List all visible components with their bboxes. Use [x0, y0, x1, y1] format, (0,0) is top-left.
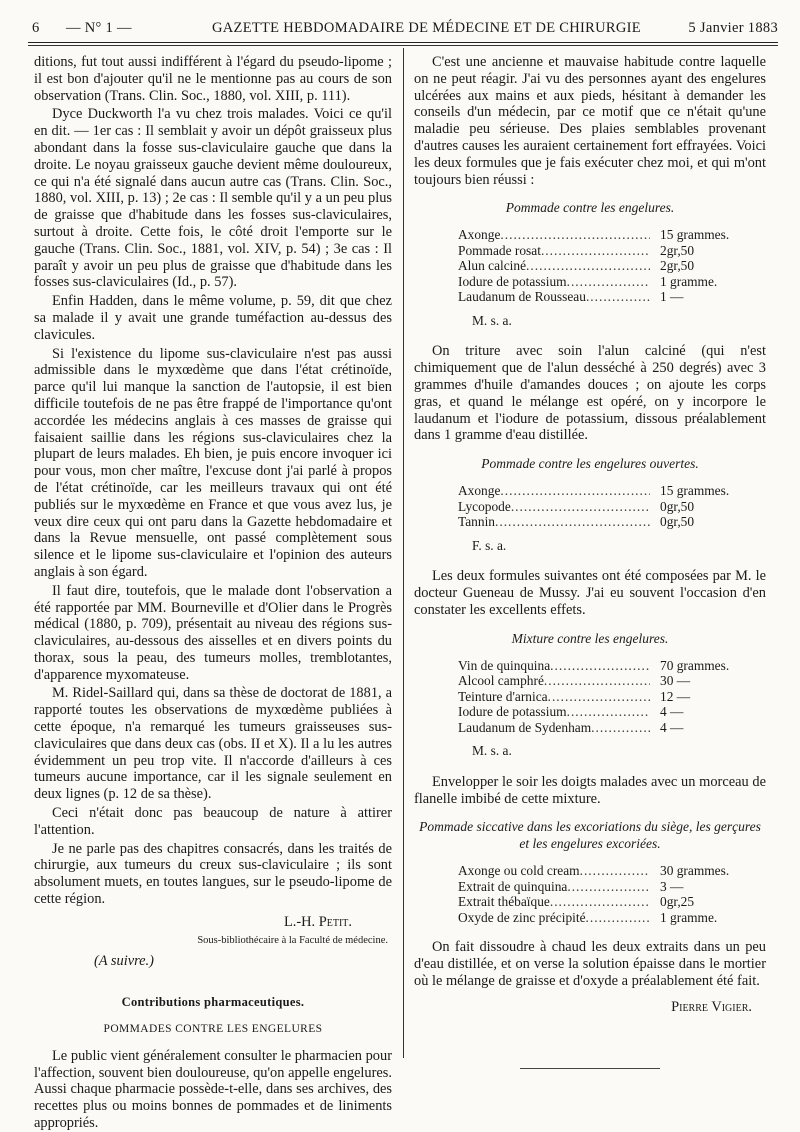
paragraph: Envelopper le soir les doigts malades avec un morceau de flanelle imbibé de cette mixture.	[414, 773, 766, 807]
leader-dots	[591, 720, 650, 736]
paragraph: C'est une ancienne et mauvaise habitude contre laquelle on ne peut réagir. J'ai vu des personnes ayant des engelures ulcérées aux mains et aux pieds, hésitant à demander les conseils d'un médecin, par ce motif que ce n'était qu'une maladie peu sérieuse. Des plaies semblables provenant d'autres causes les auraient certainement fort effrayées. Voici les deux formules que je fais exécuter chez moi, et qui m'ont toujours bien réussi :	[414, 54, 766, 188]
recipe-row	[458, 227, 766, 243]
recipe-note: M. s. a.	[472, 743, 512, 759]
paragraph: Je ne parle pas des chapitres consacrés, dans les traités de chirurgie, aux tumeurs du creux sus-claviculaire ; ils sont absolument muets, en toutes langues, sur le pseudo-lipome de cette région.	[34, 840, 392, 908]
leader-dots	[550, 658, 650, 674]
to-be-continued: (A suivre.)	[94, 953, 154, 970]
ingredient-name: Vin de quinquina	[458, 657, 551, 673]
leader-dots	[580, 863, 650, 879]
ingredient-quantity: 4 —	[660, 719, 684, 735]
ingredient-quantity: 15 grammes.	[660, 483, 730, 499]
recipe-title: Pommade contre les engelures.	[505, 200, 675, 216]
recipe-row	[458, 258, 766, 274]
leader-dots	[541, 243, 650, 259]
recipe-row	[458, 673, 766, 689]
ingredient-name: Laudanum de Sydenham	[458, 719, 592, 735]
ingredient-name: Teinture d'arnica	[458, 688, 548, 704]
leader-dots	[567, 879, 650, 895]
recipe-list	[458, 658, 766, 736]
recipe-row	[458, 499, 766, 515]
leader-dots	[586, 289, 650, 305]
recipe-row	[458, 704, 766, 720]
paragraph: On triture avec soin l'alun calciné (qui n'est chimiquement que de l'alun desséché à 250 degrés) avec 3 grammes d'huile d'amandes douces ; on ajoute les corps gras, et quand le mélange est opéré, on y incorpore le laudanum et l'iodure de potassium, dissous préalablement dans 1 gramme d'eau distillée.	[414, 343, 766, 444]
section-title: Contributions pharmaceutiques.	[121, 995, 305, 1010]
paragraph: Dyce Duckworth l'a vu chez trois malades. Voici ce qu'il en dit. — 1er cas : Il semblait y avoir un dépôt graisseux plus abondant dans la fosse sus-claviculaire gauche que dans la droite. Le noyau graisseux gauche devient même douloureux, ce qui n'a été signalé dans aucun autre cas (Trans. Clin. Soc., 1880, vol. XIII, p. 13) ; 2e cas : Il semble qu'il y a un peu plus de graisse que d'habitude dans les fosses sus-claviculaires, surtout à droite. Cette fois, le côté droit l'emporte sur le gauche (Trans. Clin. Soc., 1881, vol. XIV, p. 54) ; 3e cas : Il paraît y avoir un peu plus de graisse que d'habitude dans les fosses sus-claviculaires (Id., p. 57).	[34, 106, 392, 291]
ingredient-quantity: 0gr,50	[660, 498, 695, 514]
paragraph: Si l'existence du lipome sus-claviculaire n'est pas aussi admissible dans le myxœdème que dans l'état crétinoïde, parce qu'il lui manque la sanction de l'autopsie, il est bien difficile toutefois de ne pas être frappé de l'importance qu'ont accordée les médecins anglais à ces masses de graisse qui faisaient saillie dans les régions sus-claviculaires chez la plupart de leurs malades. Eh bien, je puis encore invoquer ici pour vous, mon cher maître, l'excuse dont j'ai parlé à propos de l'état crétinoïde, car les meilleurs travaux qui ont été publiés sur le myxœdème en France et que vous avez lus, je veux dire ceux qui ont paru dans la Gazette hebdomadaire et dans la Revue mensuelle, ont passé complètement sous silence et le lipome sus-claviculaire et l'opinion des auteurs anglais à son égard.	[34, 345, 392, 580]
ingredient-quantity: 1 gramme.	[660, 909, 718, 925]
ingredient-name: Axonge	[458, 227, 501, 243]
header-rule	[28, 42, 778, 46]
leader-dots	[500, 483, 650, 499]
recipe-row	[458, 894, 766, 910]
paragraph: ditions, fut tout aussi indifférent à l'égard du pseudo-lipome ; il est bon d'ajouter qu'il ne le mentionne pas au cours de son observation (Trans. Clin. Soc., 1880, vol. XIII, p. 111).	[34, 54, 392, 104]
recipe-note: F. s. a.	[472, 537, 507, 553]
paragraph: M. Ridel-Saillard qui, dans sa thèse de doctorat de 1881, a rapporté toutes les observations de myxœdème publiées à cette époque, n'a remarqué les tumeurs graisseuses sus-claviculaires que dans deux cas (obs. II et X). Il a lu les autres évidemment un peu trop vite. Il n'accorde d'ailleurs à ces tumeurs aucune importance, car il les signale seulement en deux lignes (p. 12 de sa thèse).	[34, 685, 392, 803]
ingredient-quantity: 1 —	[660, 289, 684, 305]
ingredient-name: Tannin	[458, 514, 495, 530]
left-column	[34, 54, 392, 1132]
leader-dots	[548, 689, 650, 705]
recipe-title: Pommade siccative dans les excoriations du siège, les gerçures et les engelures excoriées.	[419, 819, 761, 852]
ingredient-name: Extrait thébaïque	[458, 894, 550, 910]
ingredient-quantity: 1 gramme.	[660, 273, 718, 289]
recipe-row	[458, 289, 766, 305]
ingredient-name: Extrait de quinquina	[458, 878, 568, 894]
paragraph: Les deux formules suivantes ont été composées par M. le docteur Gueneau de Mussy. J'ai eu souvent l'occasion d'en constater les excellents effets.	[414, 568, 766, 618]
leader-dots	[550, 894, 650, 910]
leader-dots	[526, 258, 650, 274]
ingredient-name: Oxyde de zinc précipité	[458, 909, 586, 925]
recipe-row	[458, 720, 766, 736]
paragraph: Il faut dire, toutefois, que le malade dont l'observation a été rapportée par MM. Bourneville et d'Olier dans le Progrès médical (1880, p. 709), présentait au niveau des régions sus-claviculaires, au-dessous des aisselles et en divers points du thorax, sous la peau, des tumeurs molles, tremblotantes, d'apparence myxomateuse.	[34, 582, 392, 683]
author-signature: L.-H. Petit.	[283, 913, 352, 930]
author-signature: Pierre Vigier.	[671, 999, 752, 1016]
ingredient-name: Axonge ou cold cream	[458, 863, 580, 879]
ingredient-quantity: 4 —	[660, 704, 684, 720]
recipe-list	[458, 483, 766, 530]
ingredient-name: Axonge	[458, 483, 501, 499]
ingredient-quantity: 12 —	[660, 688, 691, 704]
recipe-row	[458, 483, 766, 499]
column-divider	[403, 48, 404, 1058]
article-title: POMMADES CONTRE LES ENGELURES	[103, 1023, 323, 1036]
recipe-title: Mixture contre les engelures.	[511, 630, 669, 646]
recipe-title: Pommade contre les engelures ouvertes.	[481, 456, 699, 472]
leader-dots	[567, 274, 650, 290]
ingredient-name: Laudanum de Rousseau	[458, 289, 586, 305]
ingredient-quantity: 30 —	[660, 673, 691, 689]
ingredient-quantity: 30 grammes.	[660, 863, 730, 879]
ingredient-quantity: 0gr,25	[660, 894, 695, 910]
ingredient-quantity: 2gr,50	[660, 258, 695, 274]
ingredient-quantity: 15 grammes.	[660, 227, 730, 243]
ingredient-name: Pommade rosat	[458, 242, 541, 258]
leader-dots	[511, 499, 650, 515]
ingredient-quantity: 2gr,50	[660, 242, 695, 258]
recipe-row	[458, 658, 766, 674]
recipe-row	[458, 879, 766, 895]
recipe-list	[458, 863, 766, 925]
recipe-row	[458, 863, 766, 879]
ingredient-name: Iodure de potassium	[458, 704, 567, 720]
recipe-list	[458, 227, 766, 305]
page-header	[32, 16, 778, 40]
right-column	[414, 54, 766, 1069]
issue-number: — N° 1 —	[66, 20, 132, 36]
paragraph: On fait dissoudre à chaud les deux extraits dans un peu d'eau distillée, et on verse la solution épaisse dans le mortier où le mélange de graisse et d'oxyde a préalablement été fait.	[414, 939, 766, 989]
author-role: Sous-bibliothécaire à la Faculté de médecine.	[197, 934, 388, 946]
ingredient-name: Iodure de potassium	[458, 273, 567, 289]
page-number: 6	[32, 20, 40, 36]
leader-dots	[544, 673, 650, 689]
recipe-row	[458, 243, 766, 259]
ingredient-quantity: 3 —	[660, 878, 684, 894]
paragraph: Ceci n'était donc pas beaucoup de nature à attirer l'attention.	[34, 805, 392, 838]
recipe-row	[458, 910, 766, 926]
paragraph: Enfin Hadden, dans le même volume, p. 59, dit que chez sa malade il y avait une grande tuméfaction au-dessus des clavicules.	[34, 293, 392, 343]
ingredient-name: Alcool camphré	[458, 673, 544, 689]
issue-date: 5 Janvier 1883	[688, 20, 778, 36]
recipe-row	[458, 689, 766, 705]
recipe-note: M. s. a.	[472, 312, 512, 328]
leader-dots	[567, 704, 650, 720]
recipe-row	[458, 514, 766, 530]
end-rule	[520, 1068, 660, 1069]
leader-dots	[495, 514, 650, 530]
journal-title: GAZETTE HEBDOMADAIRE DE MÉDECINE ET DE CHIRURGIE	[212, 20, 641, 36]
paragraph: Le public vient généralement consulter le pharmacien pour l'affection, souvent bien douloureuse, qu'on appelle engelures. Aussi chaque pharmacie possède-t-elle, dans ses archives, des recettes plus ou moins bonnes de pommades et de liniments appropriés.	[34, 1047, 392, 1132]
ingredient-name: Lycopode	[458, 498, 511, 514]
leader-dots	[500, 227, 650, 243]
ingredient-quantity: 0gr,50	[660, 514, 695, 530]
ingredient-quantity: 70 grammes.	[660, 657, 730, 673]
leader-dots	[586, 910, 650, 926]
ingredient-name: Alun calciné	[458, 258, 527, 274]
recipe-row	[458, 274, 766, 290]
